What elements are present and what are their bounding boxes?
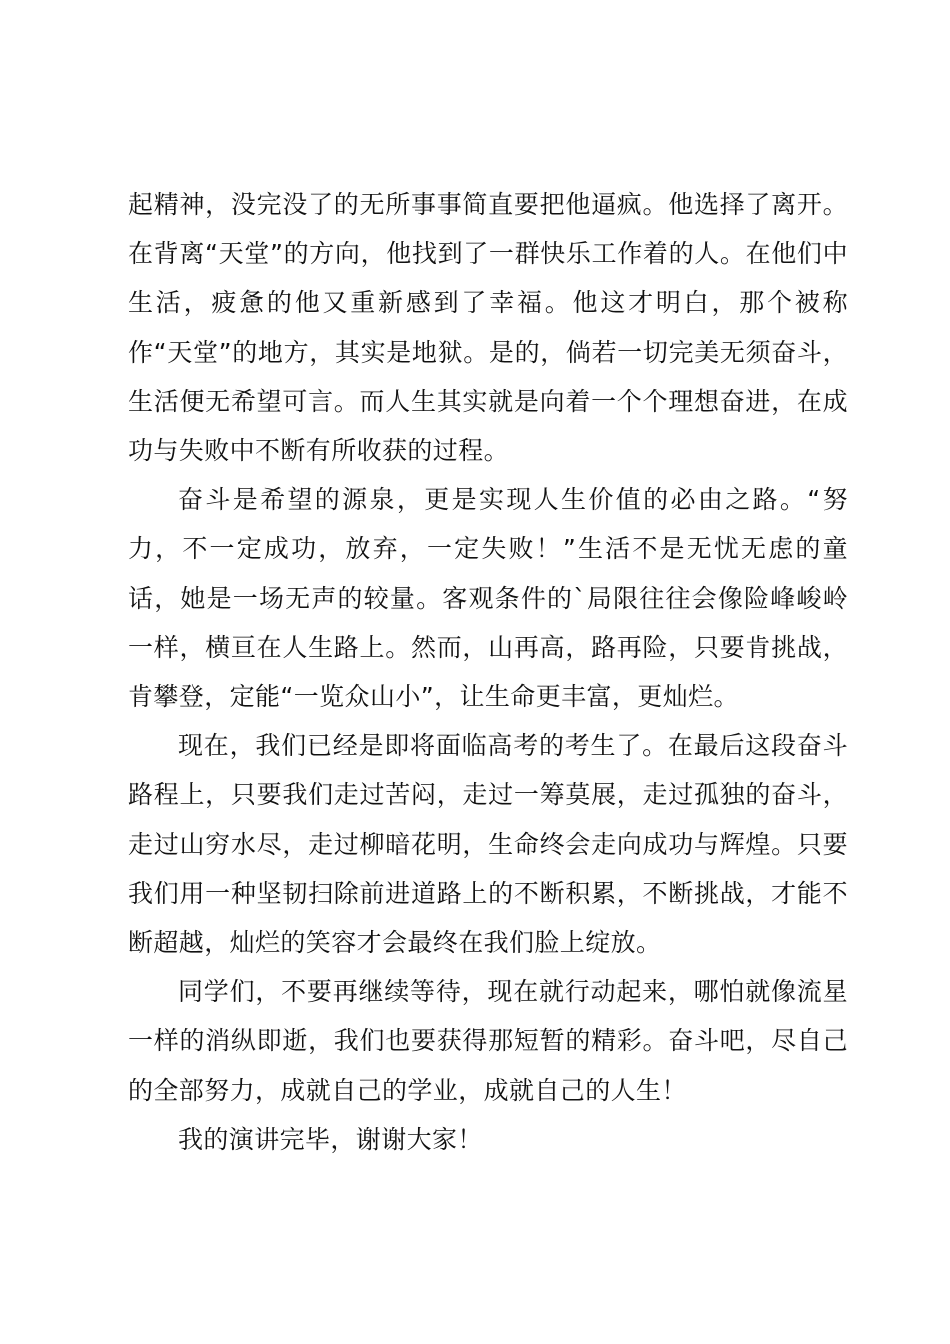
document-body	[128, 180, 848, 1164]
paragraph-exam-students: 现在，我们已经是即将面临高考的考生了。在最后这段奋斗路程上，只要我们走过苦闷，走过一筹莫展，走过孤独的奋斗，走过山穷水尽，走过柳暗花明，生命终会走向成功与辉煌。只要我们用一种坚韧扫除前进道路上的不断积累，不断挑战，才能不断超越，灿烂的笑容才会最终在我们脸上绽放。	[128, 731, 848, 958]
paragraph-call-to-action: 同学们，不要再继续等待，现在就行动起来，哪怕就像流星一样的消纵即逝，我们也要获得那短暂的精彩。奋斗吧，尽自己的全部努力，成就自己的学业，成就自己的人生！	[128, 977, 848, 1105]
paragraph-struggle-hope: 奋斗是希望的源泉，更是实现人生价值的必由之路。“努力，不一定成功，放弃，一定失败！”生活不是无忧无虑的童话，她是一场无声的较量。客观条件的`局限往往会像险峰峻岭一样，横亘在人生路上。然而，山再高，路再险，只要肯挑战，肯攀登，定能“一览众山小”，让生命更丰富，更灿烂。	[128, 485, 848, 712]
paragraph-closing: 我的演讲完毕，谢谢大家！	[178, 1124, 483, 1154]
paragraph-continuation: 起精神，没完没了的无所事事简直要把他逼疯。他选择了离开。在背离“天堂”的方向，他找到了一群快乐工作着的人。在他们中生活，疲惫的他又重新感到了幸福。他这才明白，那个被称作“天堂”的地方，其实是地狱。是的，倘若一切完美无须奋斗，生活便无希望可言。而人生其实就是向着一个个理想奋进，在成功与失败中不断有所收获的过程。	[128, 190, 848, 466]
